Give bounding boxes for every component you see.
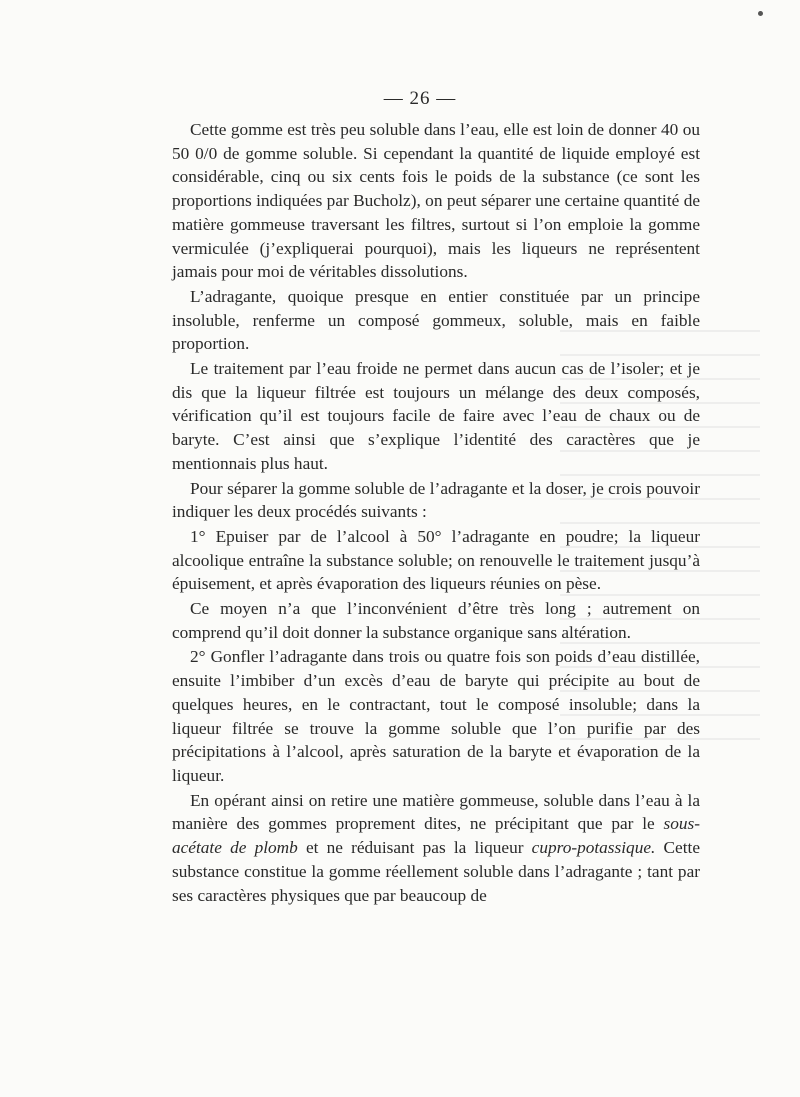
italic-term-cupro-potassique: cupro-potassique.: [531, 838, 656, 858]
paragraph-8-text-3: Cette substance constitue la gomme réellement soluble dans l’adragante ; tant par ses caractères physiques que par beaucoup de: [172, 838, 700, 905]
ink-dot: [758, 11, 763, 16]
paragraph-7: 2° Gonfler l’adragante dans trois ou quatre fois son poids d’eau distillée, ensuite l’imbiber d’un excès d’eau de baryte qui précipite au bout de quelques heures, en le contractant, tout le composé insoluble; dans la liqueur filtrée se trouve la gomme soluble que l’on purifie par des précipitations à l’alcool, après saturation de la baryte et évaporation de la liqueur.: [172, 647, 700, 785]
paragraph-6: Ce moyen n’a que l’inconvénient d’être très long ; autrement on comprend qu’il doit donner la substance organique sans altération.: [172, 599, 700, 642]
italic-term-subacetate: sous-acétate de plomb: [172, 814, 700, 858]
paragraph-3: Le traitement par l’eau froide ne permet dans aucun cas de l’isoler; et je dis que la liqueur filtrée est toujours un mélange des deux composés, vérification qu’il est toujours facile de faire avec l’eau de chaux ou de baryte. C’est ainsi que s’explique l’identité des caractères que je mentionnais plus haut.: [172, 359, 700, 473]
paragraph-8-text-2: et ne réduisant pas la liqueur: [297, 838, 532, 858]
paragraph-8-text-1: En opérant ainsi on retire une matière gommeuse, soluble dans l’eau à la manière des gommes proprement dites, ne précipitant que par le: [172, 790, 700, 834]
paragraph-4: Pour séparer la gomme soluble de l’adragante et la doser, je crois pouvoir indiquer les deux procédés suivants :: [172, 478, 700, 522]
page-number: — 26 —: [383, 88, 457, 109]
paragraph-2: L’adragante, quoique presque en entier constituée par un principe insoluble, renferme un composé gommeux, soluble, mais en faible proportion.: [172, 286, 700, 354]
paragraph-1: Cette gomme est très peu soluble dans l’eau, elle est loin de donner 40 ou 50 0/0 de gomme soluble. Si cependant la quantité de liquide employé est considérable, cinq ou six cents fois le poids de la substance (ce sont les proportions indiquées par Bucholz), on peut séparer une certaine quantité de matière gommeuse traversant les filtres, surtout si l’on emploie la gomme vermiculée (j’expliquerai pourquoi), mais les liqueurs ne représentent jamais pour moi de véritables dissolutions.: [172, 120, 700, 282]
body-text: [172, 118, 700, 907]
paragraph-5: 1° Epuiser par de l’alcool à 50° l’adragante en poudre; la liqueur alcoolique entraîne la substance soluble; on renouvelle le traitement jusqu’à épuisement, et après évaporation des liqueurs réunies on pèse.: [172, 526, 700, 594]
paragraph-8: [172, 789, 700, 908]
